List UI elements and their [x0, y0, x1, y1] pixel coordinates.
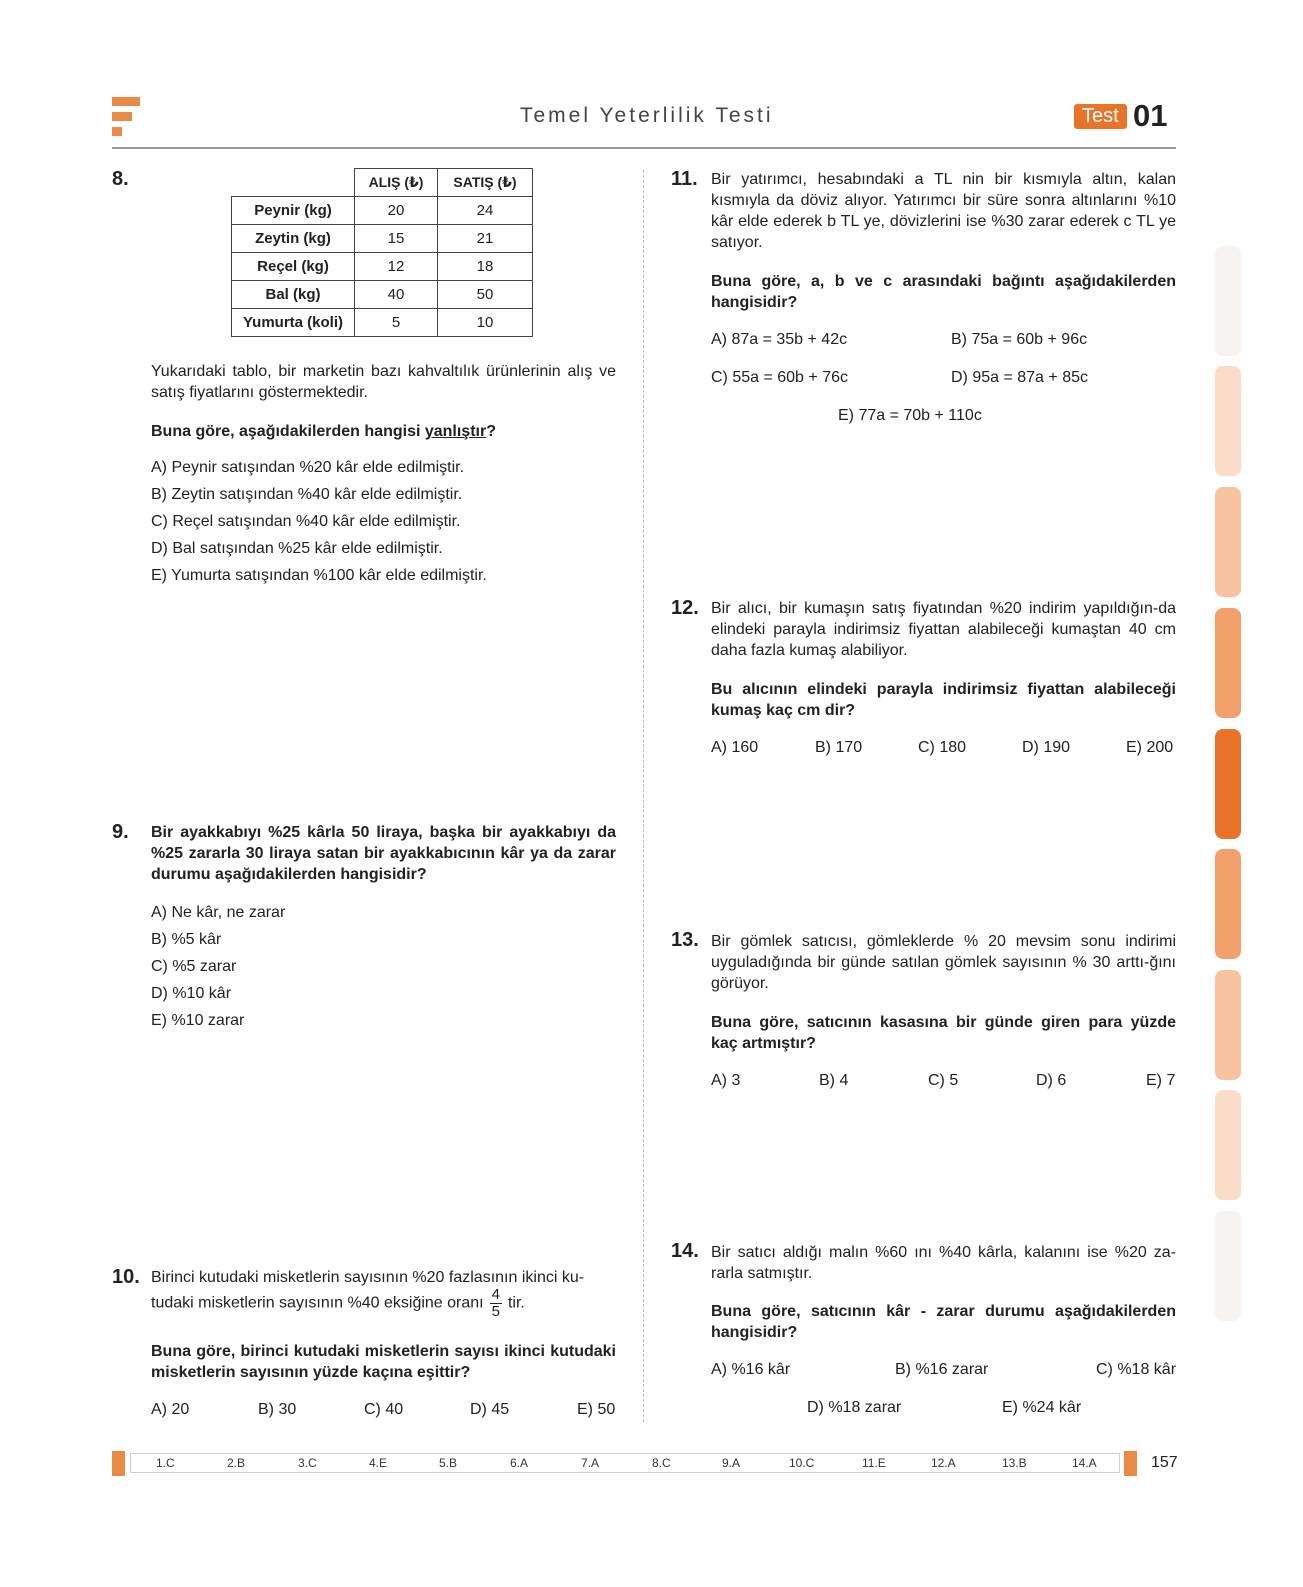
answer-key-item: 9.A: [722, 1456, 741, 1470]
question-11-option-a[interactable]: A) 87a = 35b + 42c: [711, 331, 848, 348]
question-10-number: 10.: [112, 1266, 140, 1288]
logo-bar-bottom: [112, 127, 122, 136]
table-cell-satis: 10: [438, 309, 533, 337]
table-row-label: Peynir (kg): [232, 197, 355, 225]
side-tab-8[interactable]: [1215, 1090, 1241, 1200]
answer-strip-left-mark: [112, 1451, 125, 1476]
question-14-option-a[interactable]: A) %16 kâr: [711, 1361, 791, 1378]
question-10-option-b[interactable]: B) 30: [258, 1401, 297, 1418]
question-12-option-d[interactable]: D) 190: [1022, 739, 1071, 756]
question-9-option-c[interactable]: C) %5 zarar: [151, 958, 237, 975]
column-divider: [643, 170, 644, 1422]
table-row-label: Zeytin (kg): [232, 225, 355, 253]
side-tab-5-active[interactable]: [1215, 729, 1241, 839]
logo-bar-top: [112, 97, 140, 106]
answer-key-item: 13.B: [1002, 1456, 1027, 1470]
table-row: [232, 281, 533, 309]
question-11-option-c[interactable]: C) 55a = 60b + 76c: [711, 369, 848, 386]
question-9-option-e[interactable]: E) %10 zarar: [151, 1012, 245, 1029]
question-8-prompt: [151, 421, 616, 442]
fraction-denominator: 5: [491, 1303, 500, 1320]
question-8-prompt-post: ?: [486, 423, 496, 440]
question-9-number: 9.: [112, 821, 129, 843]
question-14-number: 14.: [671, 1240, 699, 1262]
question-13-option-d[interactable]: D) 6: [1036, 1072, 1067, 1089]
question-14-option-b[interactable]: B) %16 zarar: [895, 1361, 989, 1378]
question-12-option-c[interactable]: C) 180: [918, 739, 967, 756]
question-11-number: 11.: [671, 168, 698, 190]
header-rule: [112, 147, 1176, 149]
table-row: [232, 197, 533, 225]
side-tab-3[interactable]: [1215, 487, 1241, 597]
question-10-text-line2: [151, 1287, 616, 1320]
question-14-text: Bir satıcı aldığı malın %60 ını %40 kârla, kalanını ise %20 za-rarla satmıştır.: [711, 1244, 1176, 1282]
answer-key-item: 11.E: [862, 1456, 886, 1470]
question-11-prompt: Buna göre, a, b ve c arasındaki bağıntı aşağıdakilerden hangisidir?: [711, 273, 1176, 311]
table-row: [232, 309, 533, 337]
table-cell-satis: 21: [438, 225, 533, 253]
side-tab-9[interactable]: [1215, 1211, 1241, 1321]
question-9-option-a[interactable]: A) Ne kâr, ne zarar: [151, 904, 286, 921]
question-13-option-e[interactable]: E) 7: [1146, 1072, 1176, 1089]
table-row: [232, 225, 533, 253]
question-14-prompt: Buna göre, satıcının kâr - zarar durumu aşağıdakilerden hangisidir?: [711, 1303, 1176, 1341]
question-14-option-e[interactable]: E) %24 kâr: [1002, 1399, 1082, 1416]
answer-key-strip: [130, 1453, 1120, 1473]
question-12-option-e[interactable]: E) 200: [1126, 739, 1174, 756]
question-10-option-d[interactable]: D) 45: [470, 1401, 510, 1418]
table-cell-alis: 12: [355, 253, 438, 281]
question-8-option-e[interactable]: E) Yumurta satışından %100 kâr elde edilmiştir.: [151, 567, 487, 584]
question-11-text: Bir yatırımcı, hesabındaki a TL nin bir kısmıyla altın, kalan kısmıyla da döviz alıyor. Yatırımcı bir süre sonra altınlarını %10 kâr elde ederek b TL ye, dövizlerini ise %30 zarar ederek c TL ye satıyor.: [711, 171, 1176, 251]
question-9-prompt: Bir ayakkabıyı %25 kârla 50 liraya, başka bir ayakkabıyı da %25 zararla 30 liraya satan bir ayakkabıcının kâr ya da zarar durumu aşağıdakilerden hangisidir?: [151, 824, 616, 883]
question-8-text: Yukarıdaki tablo, bir marketin bazı kahvaltılık ürünlerinin alış ve satış fiyatlarını göstermektedir.: [151, 363, 616, 401]
answer-key-item: 6.A: [510, 1456, 529, 1470]
answer-key-item: 5.B: [439, 1456, 458, 1470]
answer-key-item: 2.B: [227, 1456, 246, 1470]
side-tab-7[interactable]: [1215, 970, 1241, 1080]
answer-key-item: 7.A: [581, 1456, 600, 1470]
question-12-option-a[interactable]: A) 160: [711, 739, 759, 756]
question-11-option-e[interactable]: E) 77a = 70b + 110c: [838, 407, 982, 424]
question-14-option-c[interactable]: C) %18 kâr: [1096, 1361, 1177, 1378]
question-8-option-a[interactable]: A) Peynir satışından %20 kâr elde edilmiştir.: [151, 459, 465, 476]
table-header-alis: ALIŞ (₺): [355, 169, 438, 197]
question-10-text-post: tir.: [507, 1294, 525, 1312]
logo-bar-middle: [112, 112, 132, 121]
question-8-option-d[interactable]: D) Bal satışından %25 kâr elde edilmiştir.: [151, 540, 443, 557]
question-10-option-a[interactable]: A) 20: [151, 1401, 190, 1418]
answer-key-item: 1.C: [156, 1456, 175, 1470]
table-cell-alis: 15: [355, 225, 438, 253]
question-10-text-line1: Birinci kutudaki misketlerin sayısının %20 fazlasının ikinci ku-: [151, 1269, 585, 1286]
question-12-prompt: Bu alıcının elindeki parayla indirimsiz fiyattan alabileceği kumaş kaç cm dir?: [711, 681, 1176, 719]
table-cell-satis: 24: [438, 197, 533, 225]
table-row-label: Yumurta (koli): [232, 309, 355, 337]
table-cell-satis: 50: [438, 281, 533, 309]
table-header-satis: SATIŞ (₺): [438, 169, 533, 197]
question-9-option-d[interactable]: D) %10 kâr: [151, 985, 232, 1002]
question-11-option-d[interactable]: D) 95a = 87a + 85c: [951, 369, 1088, 386]
question-8-prompt-underlined: yanlıştır: [424, 423, 487, 440]
question-8-option-b[interactable]: B) Zeytin satışından %40 kâr elde edilmiştir.: [151, 486, 463, 503]
question-8-option-c[interactable]: C) Reçel satışından %40 kâr elde edilmiştir.: [151, 513, 461, 530]
question-10-option-e[interactable]: E) 50: [577, 1401, 616, 1418]
table-row-label: Reçel (kg): [232, 253, 355, 281]
question-10-prompt: Buna göre, birinci kutudaki misketlerin sayısı ikinci kutudaki misketlerin sayısının yüzde kaçına eşittir?: [151, 1343, 616, 1381]
table-cell-alis: 20: [355, 197, 438, 225]
price-table: [231, 168, 533, 337]
question-13-option-a[interactable]: A) 3: [711, 1072, 741, 1089]
table-cell-alis: 40: [355, 281, 438, 309]
page-header-title: Temel Yeterlilik Testi: [520, 104, 774, 127]
test-number: 01: [1133, 98, 1168, 133]
side-tab-6[interactable]: [1215, 849, 1241, 959]
question-12-number: 12.: [671, 597, 699, 619]
answer-key-item: 14.A: [1072, 1456, 1097, 1470]
question-10-option-c[interactable]: C) 40: [364, 1401, 404, 1418]
side-tab-2[interactable]: [1215, 366, 1241, 476]
question-13-text: Bir gömlek satıcısı, gömleklerde % 20 mevsim sonu indirimi uyguladığında bir günde satılan gömlek sayısının % 30 arttı-ğını görüyor.: [711, 933, 1176, 992]
page-number: 157: [1151, 1454, 1178, 1471]
question-14-option-d[interactable]: D) %18 zarar: [807, 1399, 902, 1416]
question-8-number: 8.: [112, 168, 129, 190]
question-11-option-b[interactable]: B) 75a = 60b + 96c: [951, 331, 1088, 348]
answer-key-item: 10.C: [789, 1456, 815, 1470]
question-12-text: Bir alıcı, bir kumaşın satış fiyatından %20 indirim yapıldığın-da elindeki parayla indirimsiz fiyattan alabileceği kumaştan 40 cm daha fazla kumaş alabiliyor.: [711, 600, 1176, 659]
answer-key-item: 4.E: [369, 1456, 388, 1470]
question-8-prompt-pre: Buna göre, aşağıdakilerden hangisi: [151, 423, 425, 440]
question-9-option-b[interactable]: B) %5 kâr: [151, 931, 222, 948]
table-row-label: Bal (kg): [232, 281, 355, 309]
table-cell-alis: 5: [355, 309, 438, 337]
answer-key-item: 12.A: [931, 1456, 956, 1470]
side-tab-1[interactable]: [1215, 246, 1241, 356]
question-12-option-b[interactable]: B) 170: [815, 739, 863, 756]
table-row: [232, 253, 533, 281]
test-badge: Test: [1074, 104, 1127, 129]
fraction-numerator: 4: [491, 1286, 500, 1303]
answer-strip-right-mark: [1124, 1451, 1137, 1476]
answer-key-item: 8.C: [652, 1456, 671, 1470]
side-tab-4[interactable]: [1215, 608, 1241, 718]
question-13-number: 13.: [671, 929, 699, 951]
fraction: [490, 1287, 502, 1320]
table-corner: [232, 169, 355, 197]
question-10-text-pre: tudaki misketlerin sayısının %40 eksiğine oranı: [151, 1294, 484, 1312]
table-cell-satis: 18: [438, 253, 533, 281]
answer-key-item: 3.C: [298, 1456, 317, 1470]
question-13-option-c[interactable]: C) 5: [928, 1072, 959, 1089]
question-13-prompt: Buna göre, satıcının kasasına bir günde giren para yüzde kaç artmıştır?: [711, 1014, 1176, 1052]
question-13-option-b[interactable]: B) 4: [819, 1072, 849, 1089]
